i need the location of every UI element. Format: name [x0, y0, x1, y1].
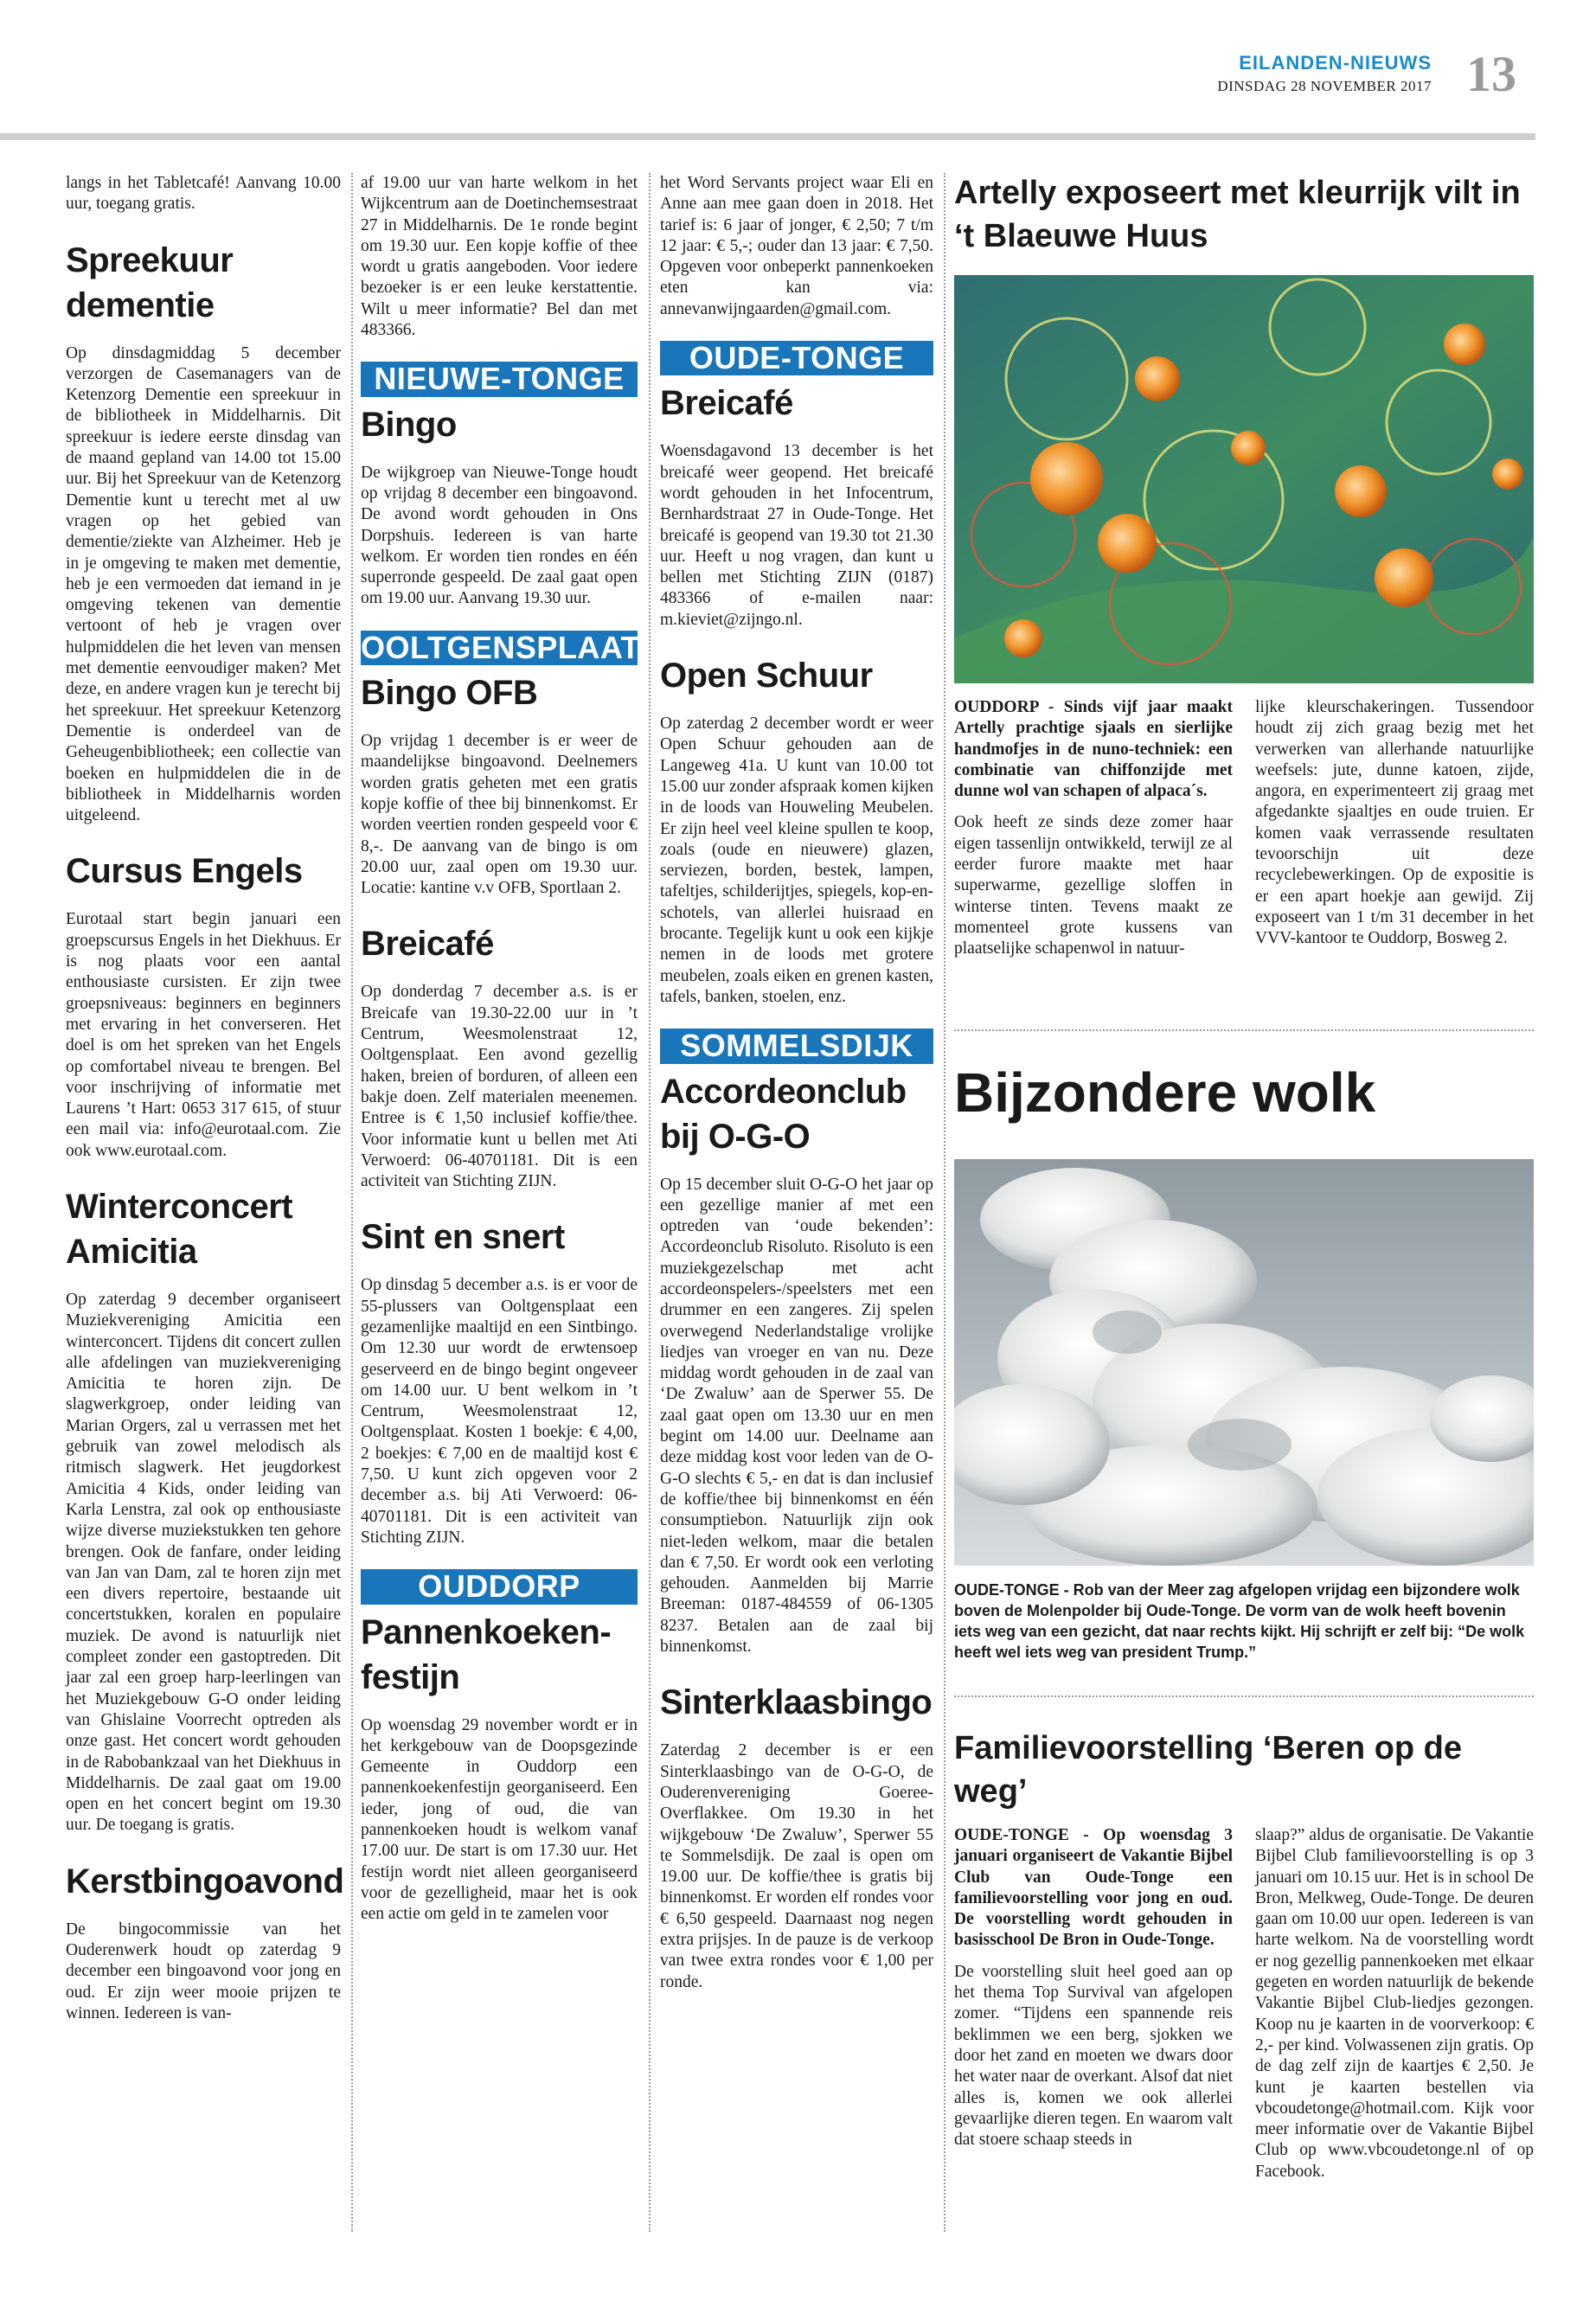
artelly-article: [954, 171, 1534, 258]
article-title: Open Schuur: [660, 657, 873, 695]
photo-caption: OUDE-TONGE - Rob van der Meer zag afgelopen vrijdag een bijzondere wolk boven de Molenpolder bij Oude-Tonge. De vorm van de wolk heeft bovenin iets weg van een gezicht, dat naar rechts kijkt. Hij schrijft er zelf bij: “De wolk heeft wel iets weg van president Trump.”: [954, 1581, 1525, 1661]
article-text: het Word Servants project waar Eli en Anne aan mee gaan doen in 2018. Het tarief is: 6 jaar of jonger, € 2,50; 7 t/m 12 jaar: € 5,-; ouder dan 13 jaar: € 7,50. Opgeven voor onbeperkt pannenkoeken eten kan via: annevanwijngaarden@gmail.com.: [660, 174, 933, 318]
article-text: Eurotaal start begin januari een groepscursus Engels in het Diekhuus. Er is nog plaats voor een aantal enthousiaste cursisten. Er zijn twee groepsniveaus: beginners en beginners met ervaring in het converseren. Het doel is om het spreken van het Engels op comfortabel niveau te brengen. Bel voor inschrijving of informatie met Laurens ’t Hart: 0653 317 615, of stuur een mail via: info@eurotaal.com. Zie ook www.eurotaal.com.: [66, 910, 341, 1160]
column-divider: [649, 173, 651, 2232]
issue-date: DINSDAG 28 NOVEMBER 2017: [1217, 78, 1432, 94]
cloud-image: [954, 1159, 1534, 1566]
location-tag: OUDE-TONGE: [660, 341, 933, 375]
location-tag: NIEUWE-TONGE: [361, 362, 638, 396]
familie-article: [954, 1727, 1534, 2193]
article-title: Artelly exposeert met kleurrijk vilt in ‘t Blaeuwe Huus: [954, 175, 1521, 254]
brand-logo: EILANDEN-NIEUWS: [1239, 52, 1432, 74]
masthead: [1194, 52, 1432, 95]
article-text: Op vrijdag 1 december is er weer de maandelijkse bingoavond. Deelnemers worden gratis geheten met een gratis kopje koffie of thee bij binnenkomst. Er worden veertien ronden gespeeld voor € 8,-. De aanvang van de bingo is om 20.00 uur, zaal open om 19.30 uur. Locatie: kantine v.v OFB, Sportlaan 2.: [361, 732, 638, 898]
section-divider: [954, 1029, 1534, 1031]
artelly-body: [954, 697, 1534, 971]
article-text: Op woensdag 29 november wordt er in het kerkgebouw van de Doopsgezinde Gemeente in Ouddorp een pannenkoekenfestijn georganiseerd. Een ieder, jong of oud, die van pannenkoeken houdt is welkom vanaf 17.00 uur. De start is om 17.30 uur. Het festijn wordt niet alleen georganiseerd voor de gezelligheid, maar het is ook een actie om geld in te zamelen voor: [361, 1715, 638, 1924]
article-title: Sinterklaasbingo: [660, 1683, 933, 1722]
column-divider: [944, 173, 945, 2232]
article-text: Op dinsdagmiddag 5 december verzorgen de Casemanagers van de Ketenzorg Dementie een spreekuur in de bibliotheek in Middelharnis. Dit spreekuur is iedere eerste dinsdag van de maand gepland van 14.00 tot 15.00 uur. Bij het Spreekuur van de Ketenzorg Dementie kunt u terecht met al uw vragen op het gebied van dementie/ziekte van Alzheimer. Heb je in je omgeving te maken met dementie, heb je een vermoeden dat iemand in je omgeving tekenen van dementie vertoont of heb je vragen over hulpmiddelen die het leven van mensen met dementie eenvoudiger maken? Met deze, en andere vragen kun je terecht bij het spreekuur. Het spreekuur Ketenzorg Dementie is onderdeel van de Geheugenbibliotheek; een collectie van boeken en hulpmiddelen die in de bibliotheek in Middelharnis worden uitgeleend.: [66, 343, 341, 825]
article-title: Cursus Engels: [66, 852, 303, 891]
article-lead: OUDDORP - Sinds vijf jaar maakt Artelly prachtige sjaals en sierlijke handmofjes in de nuno-techniek: een combinatie van chiffonzijde met dunne wol van schapen of alpaca´s.: [954, 698, 1233, 801]
article-text: De bingocommissie van het Ouderenwerk houdt op zaterdag 9 december een bingoavond voor jong en oud. Er zijn weer mooie prijzen te winnen. Iedereen is van-: [66, 1920, 341, 2022]
column-1: [66, 173, 344, 2036]
article-text: Ook heeft ze sinds deze zomer haar eigen tassenlijn ontwikkeld, terwijl ze al eerder furore maakte met haar superwarme, gezellige sloffen in winterse tinten. Tevens maakt ze momenteel grote kussens van plaatselijke schapenwol in natuur-: [954, 813, 1233, 958]
article-title: Bingo: [361, 405, 457, 444]
column-2: [361, 173, 641, 1938]
article-text: slaap?” aldus de organisatie. De Vakantie Bijbel Club familievoorstelling is op 3 januari om 10.15 uur. Het is in school De Bron, Melkweg, Oude-Tonge. De deuren gaan om 10.00 uur open. Iedereen is van harte welkom. Na de voorstelling wordt er nog gezellig pannenkoeken met elkaar gegeten en worden natuurlijk de bekende Vakantie Bijbel Club-liedjes gezongen. Koop nu je kaarten in de voorverkoop: € 2,- per kind. Volwassenen zijn gratis. Op de dag zelf zijn de kaartjes € 2,50. Je kunt je kaarten bestellen via vbcoudetonge@hotmail.com. Kijk voor meer informatie over de Vakantie Bijbel Club op www.vbcoudetonge.nl of op Facebook.: [1255, 1826, 1534, 2181]
location-tag: OOLTGENSPLAAT: [361, 629, 641, 665]
article-text: af 19.00 uur van harte welkom in het Wijkcentrum aan de Doetinchemsestraat 27 in Middelharnis. De 1e ronde begint om 19.30 uur. Een kopje koffie of thee wordt u gratis aangeboden. Voor iedere bezoeker is er een leuke kerstattentie. Wilt u meer informatie? Bel dan met 483366.: [361, 174, 638, 340]
article-text: Woensdagavond 13 december is het breicafé weer geopend. Het breicafé wordt gehouden in het Infocentrum, Bernhardstraat 27 in Oude-Tonge. Het breicafé is geopend van 19.30 tot 21.30 uur. Heeft u nog vragen, dan kunt u bellen met Stichting ZIJN (0187) 483366 of e-mailen naar: m.kieviet@zijngo.nl.: [660, 442, 933, 629]
column-3: [660, 173, 933, 2005]
column-divider: [351, 173, 353, 2232]
article-text: Op zaterdag 9 december organiseert Muziekvereniging Amicitia een winterconcert. Tijdens dit concert zullen alle afdelingen van muziekvereniging Amicitia te horen zijn. De slagwerkgroep, onder leiding van Marian Orgers, zal u verrassen met het gebruik van zowel melodisch als ritmisch slagwerk. Het jeugdorkest Amicitia 4 Kids, onder leiding van Karla Lenstra, zal ook op enthousiaste wijze diverse muziekstukken ten gehore brengen. Ook de fanfare, onder leiding van Jan van Dam, zal te horen zijn met een divers repertoire, bestaande uit concertstukken, koralen en populaire muziek. De avond is natuurlijk niet compleet zonder een gastoptreden. Dit jaar zal een groep harp-leerlingen van het Muziekgebouw G-O onder leiding van Ghislaine Voorrecht optreden als onze gast. Het concert wordt gehouden in de Rabobankzaal van het Diekhuus in Middelharnis. De zaal gaat om 19.00 open en het concert begint om 19.30 uur. De toegang is gratis.: [66, 1290, 341, 1835]
location-tag: SOMMELSDIJK: [660, 1029, 933, 1063]
article-text: Zaterdag 2 december is er een Sinterklaasbingo van de O-G-O, de Ouderenvereniging Goeree-Overflakkee. Om 19.30 in het wijkgebouw ‘De Zwaluw’, Sperwer 55 te Sommelsdijk. De zaal is open om 19.00 uur. De koffie/thee is gratis bij binnenkomst. Er worden elf rondes voor € 6,50 gespeeld. Daarnaast nog negen extra prijsjes. In de pauze is de verkoop van twee extra rondes voor € 1,00 per ronde.: [660, 1741, 933, 1991]
article-text: De wijkgroep van Nieuwe-Tonge houdt op vrijdag 8 december een bingoavond. De avond wordt gehouden in Ons Dorpshuis. Iedereen is van harte welkom. Er worden tien rondes en één superronde gespeeld. De zaal gaat open om 19.00 uur. Aanvang 19.30 uur.: [361, 463, 638, 608]
article-title: Bijzondere wolk: [954, 1061, 1376, 1124]
article-text: lijke kleurschakeringen. Tussendoor houdt zij zich graag bezig met het verwerken van allerhande natuurlijke weefsels: jute, dunne katoen, zijde, angora, en experimenteert zij graag met afgedankte sjaaltjes en oude truien. Er komen vaak verrassende resultaten tevoorschijn uit deze recyclebewerkingen. Op de expositie is er een apart hoekje aan gewijd. Zij exposeert van 1 t/m 31 december in het VVV-kantoor te Ouddorp, Bosweg 2.: [1255, 698, 1534, 948]
section-divider: [954, 1695, 1534, 1697]
article-title: Winterconcert Amicitia: [66, 1187, 293, 1271]
cloud-article: [954, 1062, 1534, 1123]
location-tag: OUDDORP: [361, 1569, 638, 1604]
article-text: Op 15 december sluit O-G-O het jaar op een gezellige manier af met een optreden van ‘oude bekenden’: Accordeonclub Risoluto. Risoluto is een muziekgezelschap met acht accordeonspelers-/speelsters met een drummer en een zangeres. Zij spelen overwegend Nederlandstalige vrolijke liedjes van vroeger en van nu. Deze middag wordt gehouden in de zaal van ‘De Zwaluw’ aan de Sperwer 55. De zaal gaat open om 13.30 uur en men begint om 14.00 uur. Deelname aan deze middag kost voor leden van de O-G-O slechts € 5,- en dat is dan inclusief de koffie/thee bij binnenkomst en één consumptiebon. Natuurlijk zijn ook niet-leden welkom, maar die betalen dan € 7,50. Er wordt ook een verloting gehouden. Aanmelden bij Marrie Breeman: 0187-484559 of 06-1305 8237. Betalen aan de zaal bij binnenkomst.: [660, 1175, 933, 1657]
felt-photo: [954, 275, 1534, 683]
header-rule: [0, 133, 1535, 140]
article-title: Sint en snert: [361, 1218, 565, 1257]
article-title: Bingo OFB: [361, 674, 538, 713]
article-lead: OUDE-TONGE - Op woensdag 3 januari organiseert de Vakantie Bijbel Club van Oude-Tonge een familievoorstelling voor jong en oud. De voorstelling wordt gehouden in basisschool De Bron in Oude-Tonge.: [954, 1826, 1233, 1950]
article-title: Pannenkoeken-festijn: [361, 1612, 612, 1696]
felt-image: [954, 275, 1534, 683]
article-text: Op donderdag 7 december a.s. is er Breicafe van 19.30-22.00 uur in ’t Centrum, Weesmolenstraat 12, Ooltgensplaat. Een avond gezellig haken, breien of borduren, of alleen een bakje doen. Zelf materialen meenemen. Entree is € 1,50 inclusief koffie/thee. Voor informatie kunt u bellen met Ati Verwoerd: 06-40701181. Dit is een activiteit van Stichting ZIJN.: [361, 983, 638, 1191]
article-text: Op dinsdag 5 december a.s. is er voor de 55-plussers van Ooltgensplaat een gezamenlijke maaltijd en een Sintbingo. Om 12.30 uur wordt de erwtensoep geserveerd en de bingo begint ongeveer om 14.00 uur. U bent welkom in ’t Centrum, Weesmolenstraat 12, Ooltgensplaat. Kosten 1 boekje: € 4,00, 2 boekjes: € 7,00 en de maaltijd kost € 7,50. U kunt zich opgeven voor 2 december a.s. bij Ati Verwoerd: 06-40701181. Dit is een activiteit van Stichting ZIJN.: [361, 1276, 638, 1547]
article-text: langs in het Tabletcafé! Aanvang 10.00 uur, toegang gratis.: [66, 174, 341, 214]
article-title: Breicafé: [660, 384, 793, 423]
article-title: Spreekuur dementie: [66, 240, 234, 324]
article-text: De voorstelling sluit heel goed aan op het thema Top Survival van afgelopen zomer. “Tijdens een spannende reis beklimmen we een berg, sjokken we door het zand en moeten we dwars door het water naar de overkant. Alsof dat niet alles is, komen we ook allerlei gevaarlijke dieren tegen. En waarom valt dat stoere schaap steeds in: [954, 1962, 1233, 2150]
article-title: Kerstbingoavond: [66, 1862, 344, 1900]
article-title: Familievoorstelling ‘Beren op de weg’: [954, 1730, 1463, 1810]
article-title: Accordeonclub bij O-G-O: [660, 1072, 907, 1156]
page-number: 13: [1466, 46, 1516, 102]
article-title: Breicafé: [361, 925, 494, 964]
article-text: Op zaterdag 2 december wordt er weer Open Schuur gehouden aan de Langeweg 41a. U kunt van 10.00 tot 15.00 uur zonder afspraak komen kijken in de loods van Houweling Meubelen. Er zijn heel veel kleine spullen te koop, zoals (oude en nieuwere) glazen, serviezen, borden, bestek, lampen, tafeltjes, schilderijtjes, spiegels, kop-en-schotels, van allerlei huisraad en brocante. Tegelijk kunt u ook een kijkje nemen in de loods met grotere meubelen, zoals eiken en grenen kasten, tafels, banken, stoelen, enz.: [660, 715, 933, 1006]
cloud-photo: [954, 1159, 1534, 1566]
